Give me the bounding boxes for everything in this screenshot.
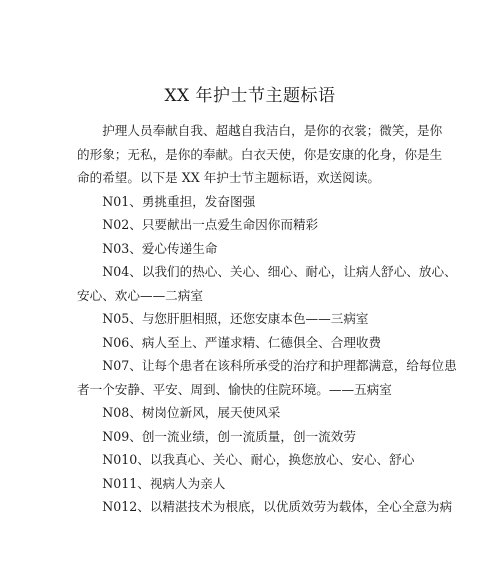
slogan-item [77,425,422,449]
intro-line: 护理人员奉献自我、超越自我洁白，是你的衣裳；微笑，是你 [102,123,443,138]
slogan-line: N03、爱心传递生命 [102,240,218,256]
slogan-line: N012、以精湛技术为根底，以优质效劳为载体，全心全意为病 [102,499,453,514]
slogan-item [77,307,422,331]
document-title: XX 年护士节主题标语 [164,86,336,106]
slogan-line: N010、以我真心、关心、耐心，换您放心、安心、舒心 [102,452,415,467]
slogan-item [77,260,457,307]
slogan-item [77,331,422,355]
intro-line: 命的希望。以下是 XX 年护士节主题标语，欢送阅读。 [77,170,381,185]
slogan-line: 安心、欢心——二病室 [77,287,203,303]
slogan-line: N011、视病人为亲人 [102,475,226,491]
slogan-item [77,354,457,401]
intro-paragraph [77,119,443,190]
slogan-item [77,237,422,261]
slogan-line: N09、创一流业绩，创一流质量，创一流效劳 [102,428,356,444]
slogan-item [77,213,422,237]
intro-line: 的形象；无私，是你的奉献。白衣天使，你是安康的化身，你是生 [77,146,443,162]
slogan-item [77,401,422,425]
slogan-item [77,190,422,214]
slogan-line: N07、让每个患者在该科所承受的治疗和护理都满意，给每位患 [102,358,457,373]
slogan-line: N04、以我们的热心、关心、细心、耐心，让病人舒心、放心、 [102,264,457,279]
document-body [77,119,457,519]
slogan-line: N02、只要献出一点爱生命因你而精彩 [102,217,319,232]
slogan-line: N08、树岗位新风，展天使风采 [102,405,281,420]
slogan-item [77,495,453,519]
slogan-line: N05、与您肝胆相照，还您安康本色——三病室 [102,311,369,326]
slogan-item [77,472,422,496]
slogan-line: N06、病人至上、严谨求精、仁德俱全、合理收费 [102,334,382,350]
slogan-line: N01、勇挑重担，发奋图强 [102,193,256,209]
slogan-item [77,448,422,472]
slogan-line: 者一个安静、平安、周到、愉快的住院环境。——五病室 [77,381,392,397]
